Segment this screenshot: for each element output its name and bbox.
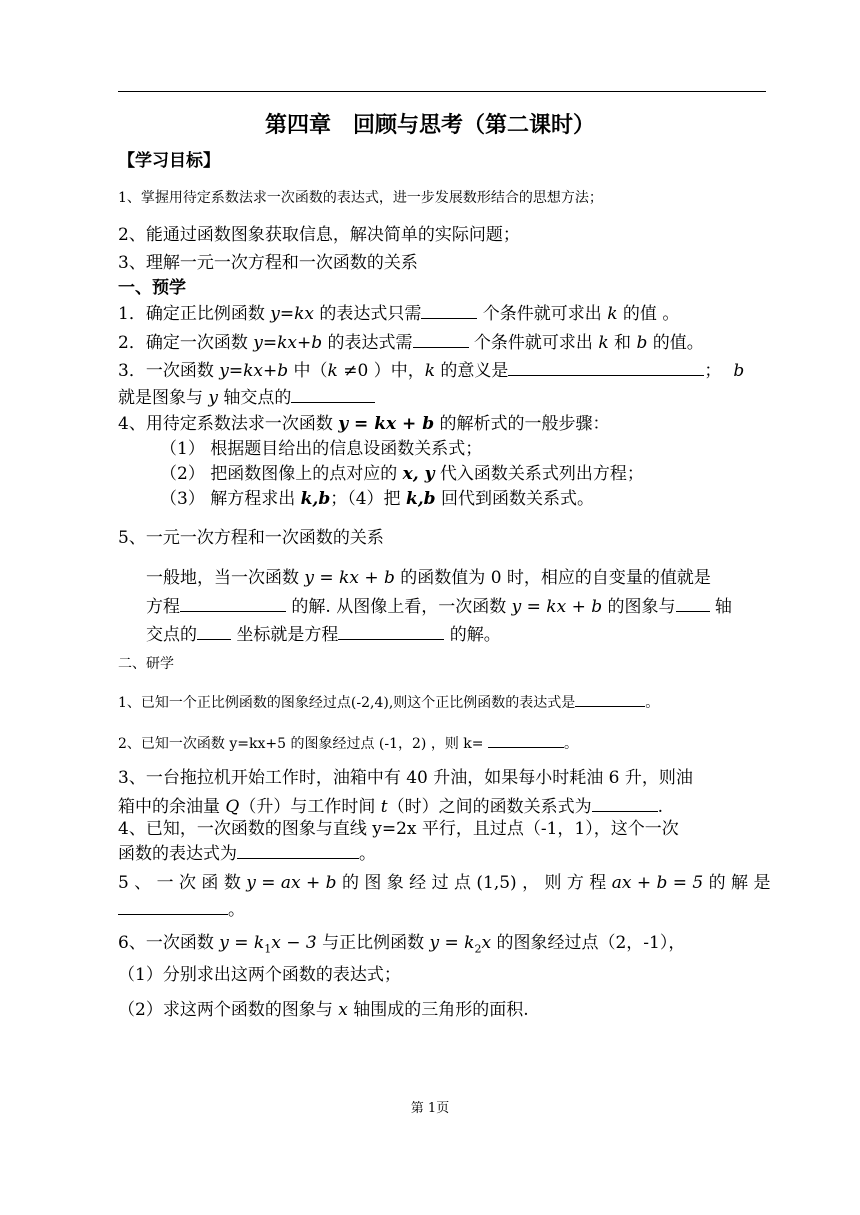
step-1: （1） 根据题目给出的信息设函数关系式； [160,439,483,459]
pre-question-3-continued: 就是图象与 y 轴交点的 [118,386,768,409]
objective-3: 3、理解一元一次方程和一次函数的关系 [118,253,418,273]
study-question-5-continued: 。 [118,898,768,921]
answer-blank[interactable] [197,623,231,640]
header-rule [118,91,766,92]
study-question-4: 4、已知，一次函数的图象与直线 y=2x 平行，且过点（-1，1），这个一次 [118,819,679,839]
answer-blank[interactable] [592,795,658,812]
objectives-heading: 【学习目标】 [118,151,220,171]
study-question-6-part-1: （1）分别求出这两个函数的表达式； [118,965,401,985]
study-question-3: 3、一台拖拉机开始工作时，油箱中有 40 升油，如果每小时耗油 6 升，则油 [118,768,693,788]
answer-blank[interactable] [508,359,704,376]
answer-blank[interactable] [291,386,375,403]
answer-blank[interactable] [118,898,228,915]
answer-blank[interactable] [338,623,444,640]
answer-blank[interactable] [421,302,477,319]
step-2: （2） 把函数图像上的点对应的 x, y 代入函数关系式列出方程； [160,464,644,484]
objective-1: 1、掌握用待定系数法求一次函数的表达式，进一步发展数形结合的思想方法； [118,190,603,206]
pre-question-4: 4、用待定系数法求一次函数 y = kx + b 的解析式的一般步骤： [118,414,610,434]
answer-blank[interactable] [413,331,469,348]
study-question-4-continued: 函数的表达式为 。 [118,844,376,864]
study-question-2: 2、已知一次函数 y=kx+5 的图象经过点 (-1，2) ，则 k= 。 [118,733,768,755]
page-title: 第四章 回顾与思考（第二课时） [264,112,595,138]
step-3: （3） 解方程求出 k,b；（4）把 k,b 回代到函数关系式。 [160,489,594,509]
pre-question-5-paragraph-1: 一般地，当一次函数 y = kx + b 的函数值为 0 时，相应的自变量的值就是 [146,568,711,588]
study-question-6-part-2: （2）求这两个函数的图象与 x 轴围成的三角形的面积. [118,1000,529,1020]
answer-blank[interactable] [488,733,564,748]
study-question-1: 1、已知一个正比例函数的图象经过点(-2,4),则这个正比例函数的表达式是 。 [118,692,768,714]
answer-blank[interactable] [676,595,710,612]
answer-blank[interactable] [575,692,645,707]
study-question-6: 6、一次函数 $y = k_1x - 3$ 与正比例函数 $y = k_2x$ 的图象经过点（2，-1）， [118,933,686,956]
objective-2: 2、能通过函数图象获取信息，解决简单的实际问题； [118,225,520,245]
answer-blank[interactable] [237,842,359,859]
pre-question-1: 1．确定正比例函数 y=kx 的表达式只需 个条件就可求出 k 的值 。 [118,304,680,324]
pre-question-5-paragraph-2: 方程 的解. 从图像上看，一次函数 y = kx + b 的图象与 轴 [146,597,732,617]
answer-blank[interactable] [180,595,286,612]
study-question-5: 5 、 一 次 函 数 y = ax + b 的 图 象 经 过 点 (1,5) ， 则 方 程 ax + b = 5 的 解 是 [118,873,771,893]
pre-question-5-paragraph-3: 交点的 坐标就是方程 的解。 [146,625,501,645]
study-question-3-continued: 箱中的余油量 Q（升）与工作时间 t（时）之间的函数关系式为 . [118,797,663,817]
section-study-heading: 二、研学 [118,656,174,672]
pre-question-5: 5、一元一次方程和一次函数的关系 [118,528,384,548]
pre-question-2: 2．确定一次函数 y=kx+b 的表达式需 个条件就可求出 k 和 b 的值。 [118,333,704,353]
section-pre-heading: 一、预学 [118,278,186,298]
page-number: 第 1页 [410,1101,450,1116]
pre-question-3: 3．一次函数 y=kx+b 中（k ≠0 ）中，k 的意义是 ； b [118,361,745,381]
